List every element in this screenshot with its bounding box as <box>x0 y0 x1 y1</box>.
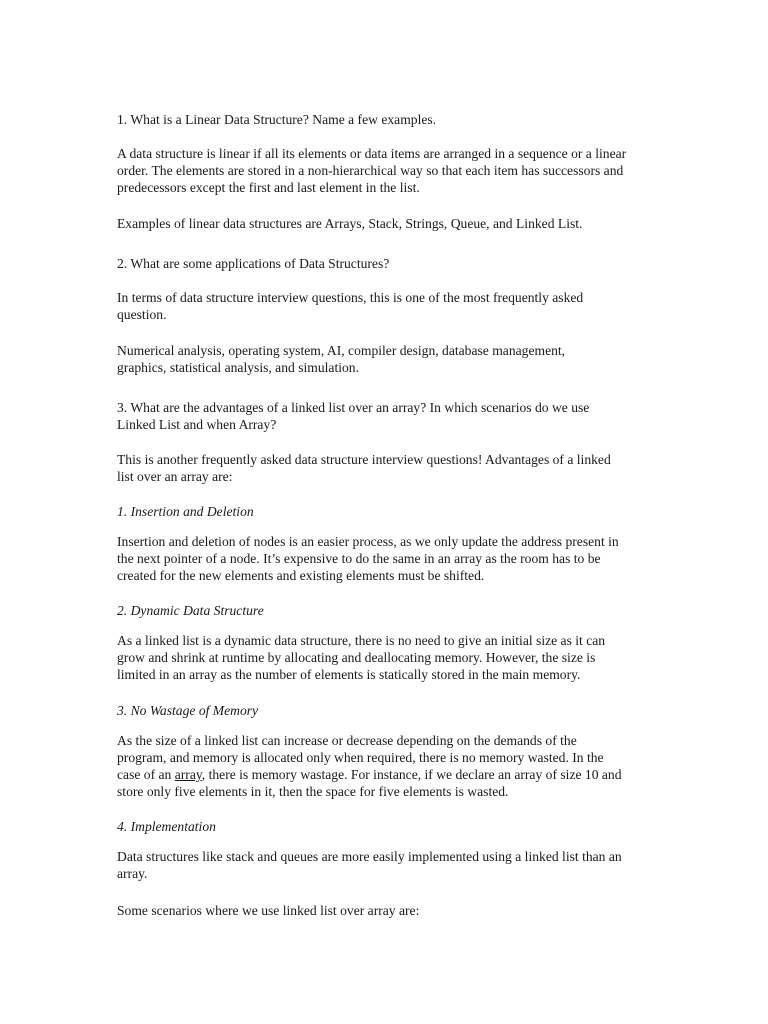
section-3-line4: store only five elements in it, then the space for five elements is wasted. <box>117 784 509 799</box>
q1-para1-line2: order. The elements are stored in a non-hierarchical way so that each item has successors and <box>117 163 624 178</box>
closing-line: Some scenarios where we use linked list over array are: <box>117 903 420 918</box>
section-2-line1: As a linked list is a dynamic data structure, there is no need to give an initial size as it can <box>117 633 606 648</box>
q2-para2-line1: Numerical analysis, operating system, AI, compiler design, database management, <box>117 343 566 358</box>
section-heading-dynamic-data-structure: 2. Dynamic Data Structure <box>117 603 264 618</box>
section-3-line2: program, and memory is allocated only when required, there is no memory wasted. In the <box>117 750 604 765</box>
q1-para1-line1: A data structure is linear if all its elements or data items are arranged in a sequence or a linear <box>117 146 627 161</box>
q1-para2: Examples of linear data structures are Arrays, Stack, Strings, Queue, and Linked List. <box>117 216 583 231</box>
section-2-line3: limited in an array as the number of elements is statically stored in the main memory. <box>117 667 581 682</box>
section-3-line3-suffix: , there is memory wastage. For instance, if we declare an array of size 10 and <box>201 767 622 782</box>
section-heading-insertion-deletion: 1. Insertion and Deletion <box>117 504 254 519</box>
section-3-line1: As the size of a linked list can increase or decrease depending on the demands of the <box>117 733 577 748</box>
q3-intro-line1: This is another frequently asked data structure interview questions! Advantages of a linked <box>117 452 611 467</box>
section-heading-implementation: 4. Implementation <box>117 819 216 834</box>
q2-para2-line2: graphics, statistical analysis, and simulation. <box>117 360 359 375</box>
q2-para1-line1: In terms of data structure interview questions, this is one of the most frequently asked <box>117 290 584 305</box>
section-2-line2: grow and shrink at runtime by allocating and deallocating memory. However, the size is <box>117 650 596 665</box>
section-4-line1: Data structures like stack and queues are more easily implemented using a linked list than an <box>117 849 622 864</box>
section-1-line1: Insertion and deletion of nodes is an easier process, as we only update the address present in <box>117 534 619 549</box>
section-1-line3: created for the new elements and existing elements must be shifted. <box>117 568 485 583</box>
section-heading-no-wastage-of-memory: 3. No Wastage of Memory <box>117 703 259 718</box>
question-2-heading: 2. What are some applications of Data Structures? <box>117 256 390 271</box>
q3-intro-line2: list over an array are: <box>117 469 233 484</box>
question-3-heading-line1: 3. What are the advantages of a linked list over an array? In which scenarios do we use <box>117 400 590 415</box>
section-3-line3 <box>117 766 622 783</box>
q1-para1-line3: predecessors except the first and last element in the list. <box>117 180 420 195</box>
question-3-heading-line2: Linked List and when Array? <box>117 417 277 432</box>
section-1-line2: the next pointer of a node. It’s expensive to do the same in an array as the room has to be <box>117 551 601 566</box>
q2-para1-line2: question. <box>117 307 167 322</box>
section-4-line2: array. <box>117 866 148 881</box>
section-3-line3-prefix: case of an <box>117 767 175 782</box>
array-link[interactable]: array <box>174 767 202 782</box>
question-1-heading: 1. What is a Linear Data Structure? Name a few examples. <box>117 112 437 127</box>
